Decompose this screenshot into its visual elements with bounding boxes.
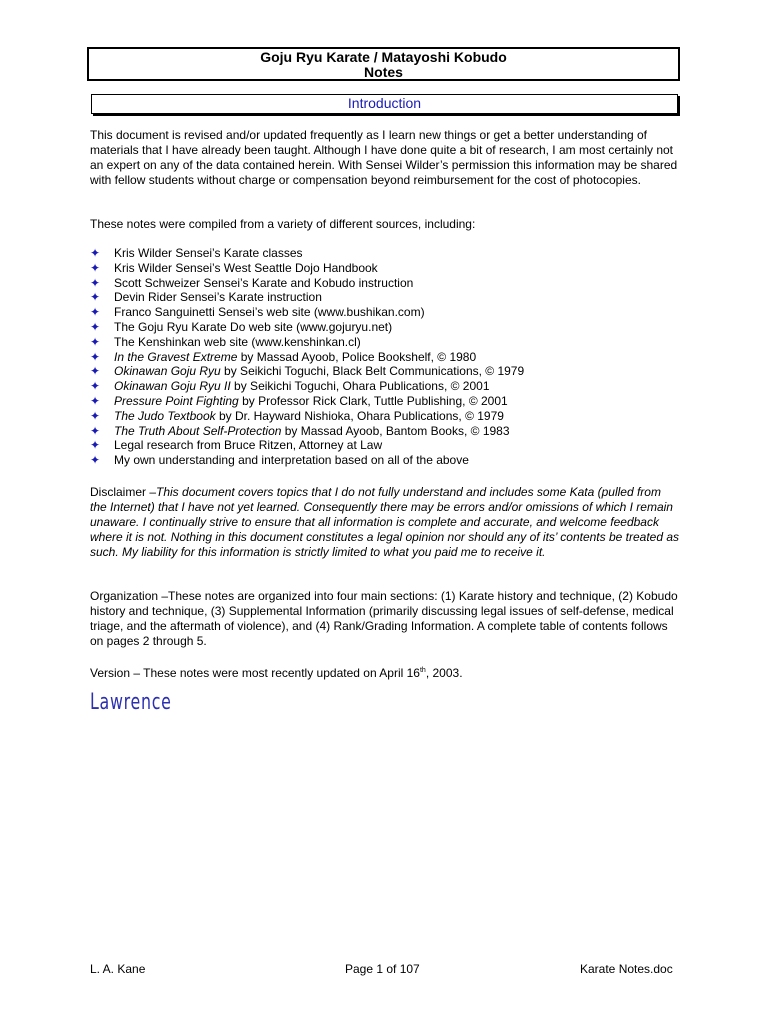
source-title: The Judo Textbook xyxy=(114,408,216,423)
document-title: Goju Ryu Karate / Matayoshi Kobudo xyxy=(260,49,507,65)
source-text: Franco Sanguinetti Sensei’s web site (www.bushikan.com) xyxy=(114,305,425,320)
star-bullet-icon: ✦ xyxy=(90,246,101,260)
version-suffix: , 2003. xyxy=(425,666,463,680)
star-bullet-icon: ✦ xyxy=(90,349,101,364)
source-title: In the Gravest Extreme xyxy=(114,349,238,364)
source-text: by Professor Rick Clark, Tuttle Publishing, © 2001 xyxy=(238,393,508,408)
disclaimer-text: This document covers topics that I do not fully understand and includes some Kata (pulled from the Internet) that I have not yet learned. Consequently there may be errors and/or omissions of which I remain unaware. I continually strive to ensure that all information is complete and accurate, and welcome feedback where it is not. Nothing in this document constitutes a legal opinion nor should any of its’ contents be treated as such. My liability for this information is strictly limited to what you paid me to receive it. xyxy=(90,485,680,559)
star-bullet-icon: ✦ xyxy=(90,275,101,290)
intro-paragraph xyxy=(90,128,680,188)
source-list-item xyxy=(90,246,680,261)
star-bullet-icon: ✦ xyxy=(90,319,101,334)
sources-list xyxy=(90,246,680,468)
footer-filename: Karate Notes.doc xyxy=(580,962,673,976)
star-bullet-icon: ✦ xyxy=(90,379,101,394)
source-list-item xyxy=(90,305,680,320)
source-text: The Kenshinkan web site (www.kenshinkan.cl) xyxy=(114,334,361,349)
star-bullet-icon: ✦ xyxy=(90,423,101,438)
version-prefix: Version – These notes were most recently updated on April 16 xyxy=(90,666,420,680)
source-text: Kris Wilder Sensei’s West Seattle Dojo Handbook xyxy=(114,260,378,275)
source-text: by Dr. Hayward Nishioka, Ohara Publications, © 1979 xyxy=(215,408,504,423)
star-bullet-icon: ✦ xyxy=(90,408,101,423)
document-subtitle: Notes xyxy=(364,64,403,80)
source-text: by Massad Ayoob, Police Bookshelf, © 1980 xyxy=(237,349,477,364)
star-bullet-icon: ✦ xyxy=(90,393,101,408)
source-text: The Goju Ryu Karate Do web site (www.gojuryu.net) xyxy=(114,319,393,334)
star-bullet-icon: ✦ xyxy=(90,453,101,468)
document-title-box xyxy=(87,47,680,81)
source-text: Devin Rider Sensei’s Karate instruction xyxy=(114,290,322,305)
star-bullet-icon: ✦ xyxy=(90,438,101,453)
star-bullet-icon: ✦ xyxy=(90,305,101,320)
organization-text: Organization –These notes are organized into four main sections: (1) Karate history and technique, (2) Kobudo history and technique, (3) Supplemental Information (primarily discussing legal issues of self-defense, medical triage, and the aftermath of violence), and (4) Rank/Grading Information. A complete table of contents follows on pages 2 through 5. xyxy=(90,589,678,648)
star-bullet-icon: ✦ xyxy=(90,260,101,275)
intro-paragraph-text: This document is revised and/or updated frequently as I learn new things or get a better understanding of materials that I have already been taught. Although I have done quite a bit of research, I am most certainly not an expert on any of the data contained herein. With Sensei Wilder’s permission this information may be shared with fellow students without charge or compensation beyond reimbursement for the cost of photocopies. xyxy=(90,128,678,187)
source-list-item xyxy=(90,424,680,439)
sources-intro-text: These notes were compiled from a variety of different sources, including: xyxy=(90,217,476,231)
source-list-item xyxy=(90,320,680,335)
source-text: Kris Wilder Sensei’s Karate classes xyxy=(114,246,303,260)
footer-author: L. A. Kane xyxy=(90,962,146,976)
source-title: Okinawan Goju Ryu xyxy=(114,364,221,379)
version-sup: th xyxy=(419,667,426,674)
source-list-item xyxy=(90,394,680,409)
disclaimer-paragraph xyxy=(90,485,680,560)
star-bullet-icon: ✦ xyxy=(90,290,101,305)
star-bullet-icon: ✦ xyxy=(90,364,101,379)
source-list-item xyxy=(90,261,680,276)
organization-paragraph xyxy=(90,589,680,649)
star-bullet-icon: ✦ xyxy=(90,334,101,349)
source-list-item xyxy=(90,364,680,379)
sources-intro-paragraph xyxy=(90,217,680,232)
source-text: Scott Schweizer Sensei’s Karate and Kobudo instruction xyxy=(114,275,414,290)
disclaimer-label: Disclaimer – xyxy=(90,485,157,499)
version-paragraph xyxy=(90,663,680,681)
section-heading-introduction: Introduction xyxy=(91,94,678,114)
signature: Lawrence xyxy=(90,690,172,715)
source-list-item xyxy=(90,335,680,350)
source-list-item xyxy=(90,453,680,468)
source-text: Legal research from Bruce Ritzen, Attorney at Law xyxy=(114,438,383,453)
source-list-item xyxy=(90,379,680,394)
source-list-item xyxy=(90,409,680,424)
source-text: My own understanding and interpretation based on all of the above xyxy=(114,453,469,468)
source-text: by Seikichi Toguchi, Black Belt Communications, © 1979 xyxy=(220,364,525,379)
source-list-item xyxy=(90,290,680,305)
source-list-item xyxy=(90,350,680,365)
source-text: by Seikichi Toguchi, Ohara Publications, © 2001 xyxy=(230,379,490,394)
source-list-item xyxy=(90,438,680,453)
source-list-item xyxy=(90,276,680,291)
source-title: Pressure Point Fighting xyxy=(114,393,239,408)
source-text: by Massad Ayoob, Bantom Books, © 1983 xyxy=(281,423,510,438)
source-title: The Truth About Self-Protection xyxy=(114,423,282,438)
footer-page-number: Page 1 of 107 xyxy=(345,962,420,976)
source-title: Okinawan Goju Ryu II xyxy=(114,379,231,394)
